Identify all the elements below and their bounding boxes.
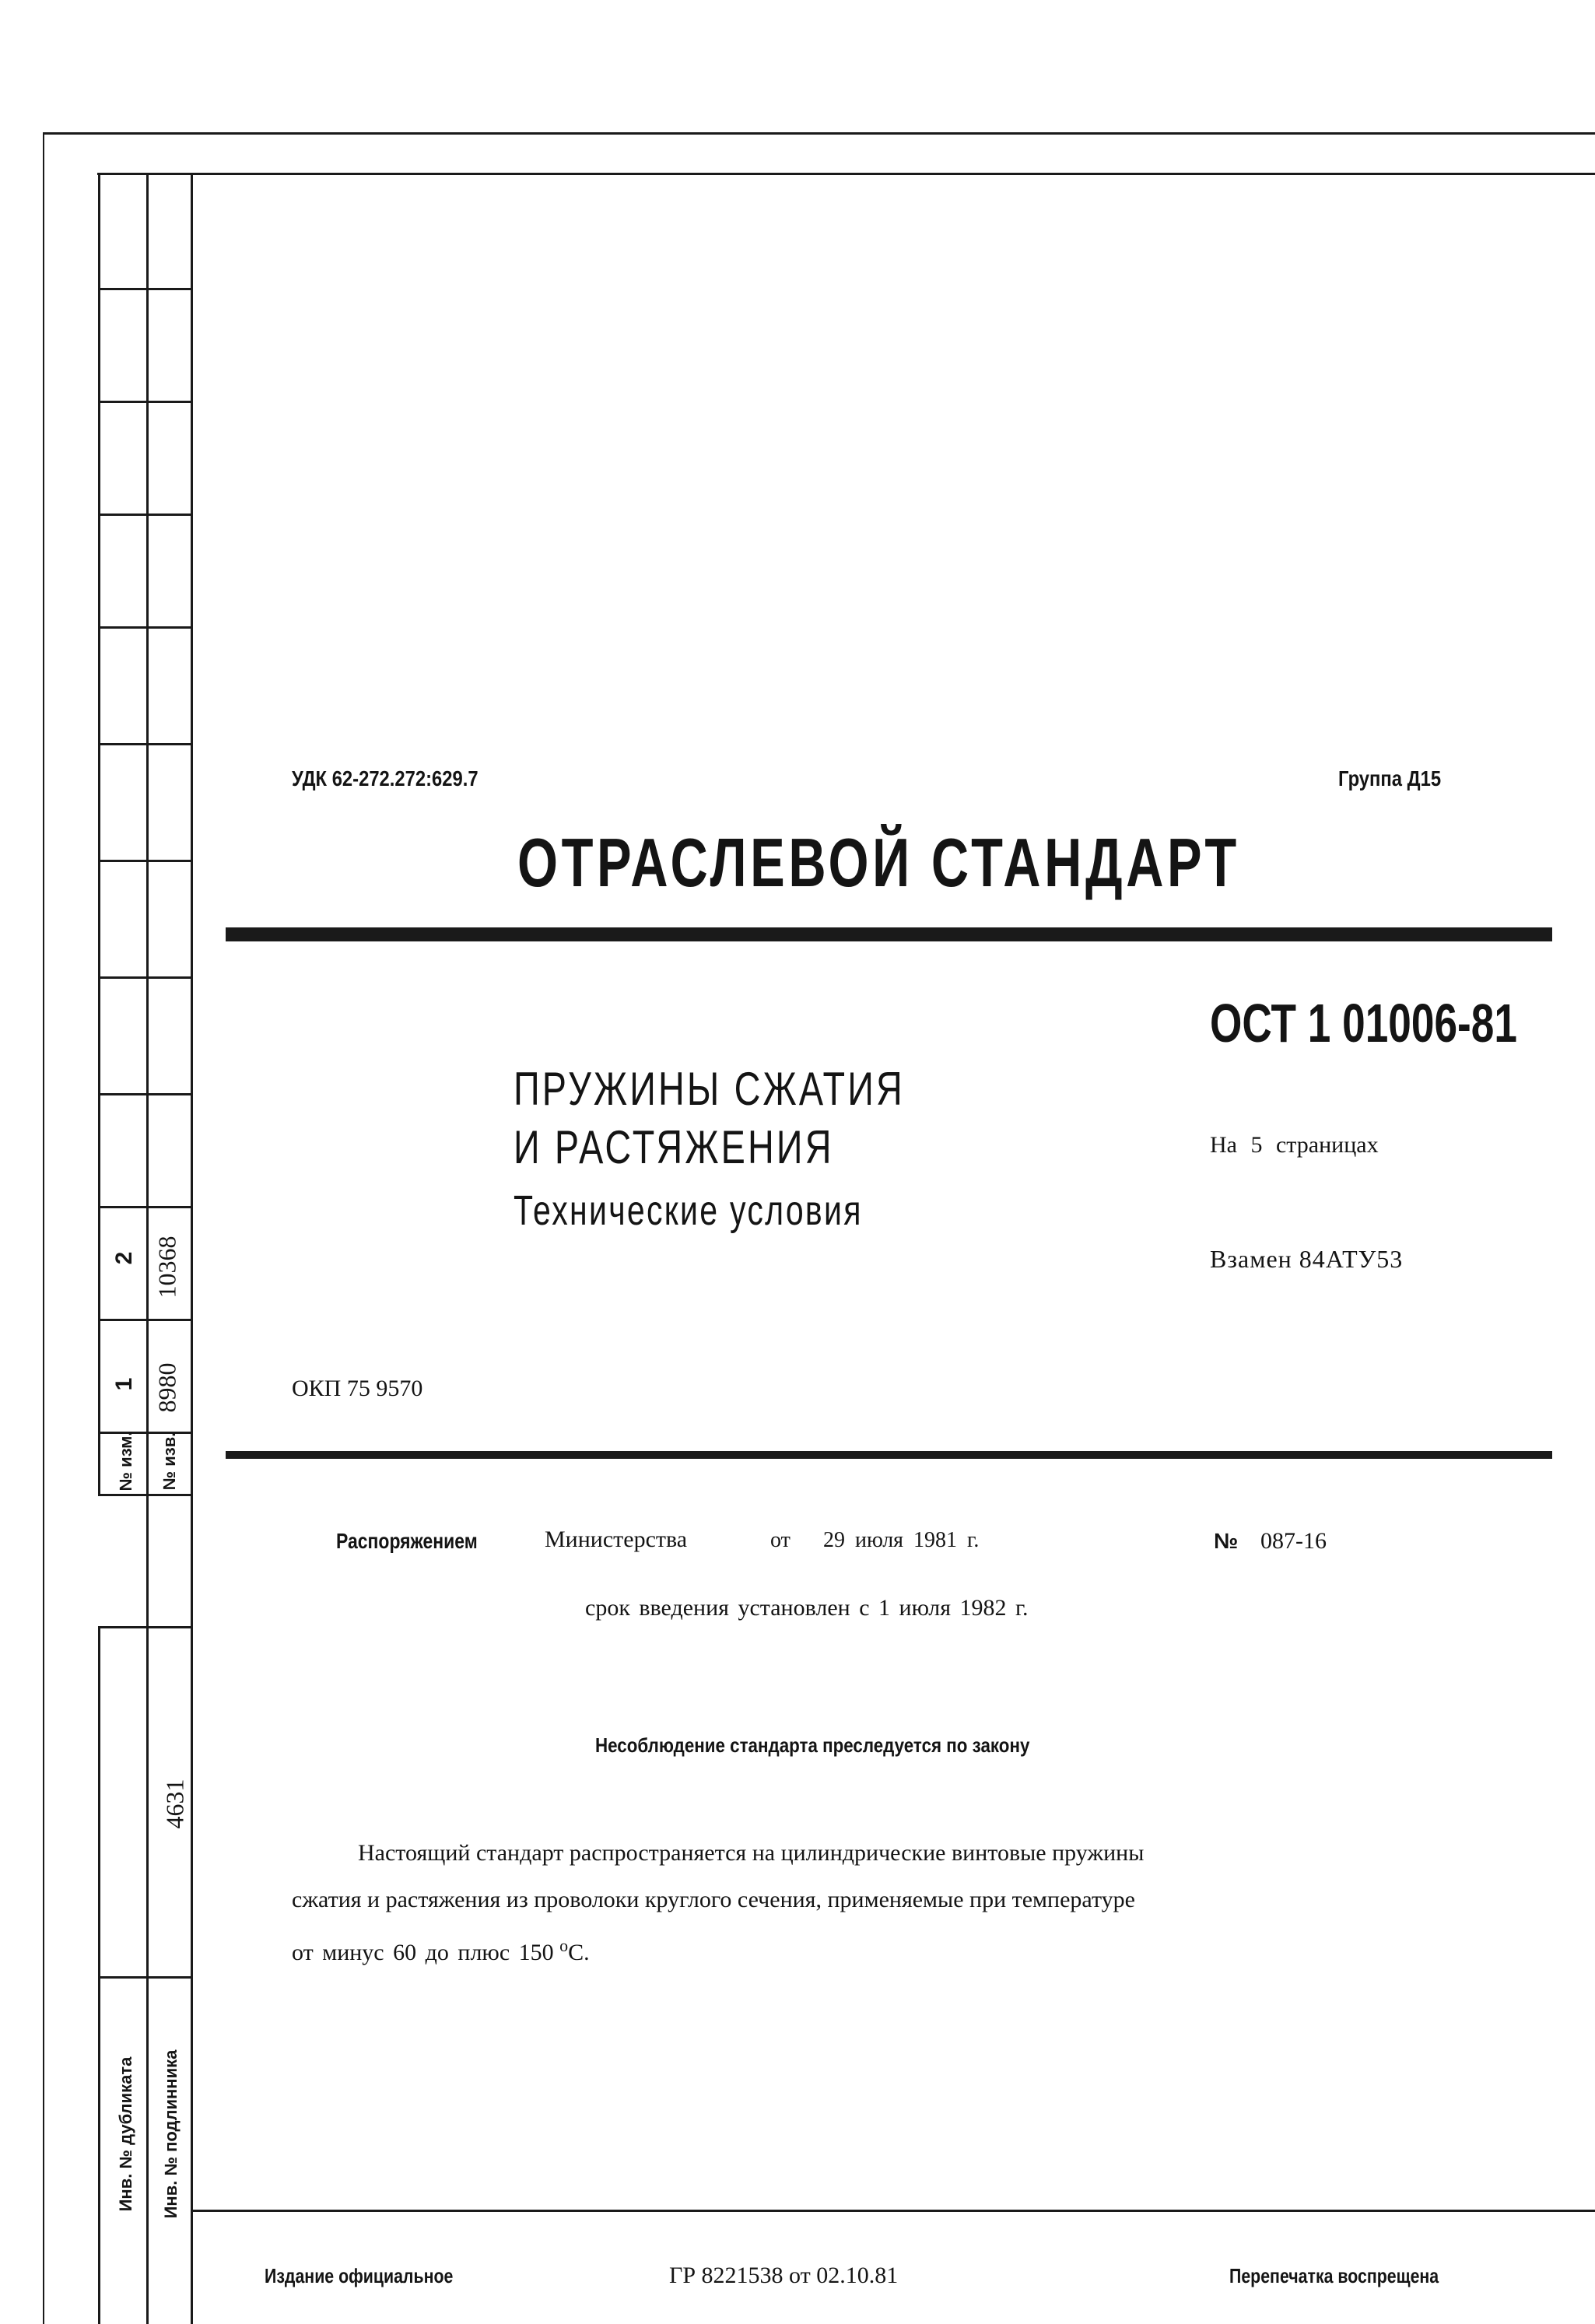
sidebar-divider: [98, 743, 191, 745]
sidebar-line-left-lower: [98, 1626, 100, 2324]
okp-code: ОКП 75 9570: [292, 1376, 423, 1401]
top-stub-line: [97, 173, 1595, 175]
body-line-3: [292, 1936, 590, 1966]
celsius-unit: С.: [568, 1940, 590, 1965]
sidebar-divider: [98, 401, 191, 403]
change-2: 2: [111, 1251, 137, 1265]
thick-rule-bottom: [226, 1451, 1552, 1459]
notice-label: № изв.: [160, 1432, 179, 1491]
replaces: Взамен 84АТУ53: [1210, 1245, 1404, 1273]
sidebar-divider: [98, 288, 191, 290]
order-number-label: №: [1214, 1529, 1239, 1553]
official-edition: Издание официальное: [265, 2264, 454, 2287]
order-prefix: Распоряжением: [336, 1529, 478, 1553]
order-ministry: Министерства: [545, 1527, 688, 1552]
original-inv-label: Инв. № подлинника: [161, 2049, 181, 2219]
page-count: На 5 страницах: [1210, 1132, 1379, 1158]
effective-date: срок введения установлен с 1 июля 1982 г.: [585, 1595, 1029, 1621]
sidebar-divider: [98, 976, 191, 979]
notice-1: 8980: [152, 1362, 181, 1413]
change-1: 1: [111, 1377, 137, 1391]
frame-line-inner: [191, 173, 193, 2324]
sidebar-divider: [98, 1093, 191, 1095]
notice-2: 10368: [152, 1236, 181, 1299]
inv-number: 4631: [160, 1779, 189, 1829]
order-date: 29 июля 1981 г.: [823, 1528, 980, 1552]
sidebar-divider: [98, 514, 191, 516]
footer-frame-line: [191, 2210, 1595, 2212]
ost-number: ОСТ 1 01006-81: [1210, 993, 1517, 1053]
sidebar-divider: [98, 1206, 191, 1208]
reprint-prohibited: Перепечатка воспрещена: [1229, 2264, 1439, 2287]
sidebar-divider: [98, 1626, 191, 1628]
sidebar-divider: [98, 626, 191, 629]
thick-rule-top: [226, 927, 1552, 941]
registration-number: ГР 8221538 от 02.10.81: [669, 2263, 899, 2288]
doc-title-line2: И РАСТЯЖЕНИЯ: [514, 1121, 834, 1173]
legal-notice: Несоблюдение стандарта преследуется по закону: [595, 1733, 1030, 1757]
top-frame-line: [43, 132, 1595, 135]
udk-code: УДК 62-272.272:629.7: [292, 766, 478, 790]
duplicate-inv-label: Инв. № дубликата: [116, 2056, 135, 2212]
change-label: № изм.: [116, 1431, 135, 1491]
sidebar-divider: [98, 1319, 191, 1321]
standard-title: ОТРАСЛЕВОЙ СТАНДАРТ: [517, 824, 1240, 901]
sidebar-line-mid: [146, 173, 149, 2324]
doc-subtitle: Технические условия: [514, 1187, 863, 1234]
order-ot: от: [770, 1528, 790, 1552]
body-line-1: Настоящий стандарт распространяется на цилиндрические винтовые пружины: [358, 1840, 1145, 1866]
order-number: 087-16: [1260, 1528, 1327, 1554]
group-code: Группа Д15: [1338, 766, 1442, 790]
sidebar-divider: [98, 1494, 191, 1496]
sidebar-divider: [98, 1976, 191, 1979]
page-left-edge: [43, 132, 44, 2324]
temperature-range: от минус 60 до плюс 150: [292, 1940, 554, 1965]
body-line-2: сжатия и растяжения из проволоки круглого сечения, применяемые при температуре: [292, 1887, 1135, 1912]
sidebar-divider: [98, 860, 191, 862]
degree-mark: о: [559, 1936, 569, 1955]
doc-title-line1: ПРУЖИНЫ СЖАТИЯ: [514, 1063, 905, 1115]
sidebar-line-left: [98, 173, 100, 1495]
